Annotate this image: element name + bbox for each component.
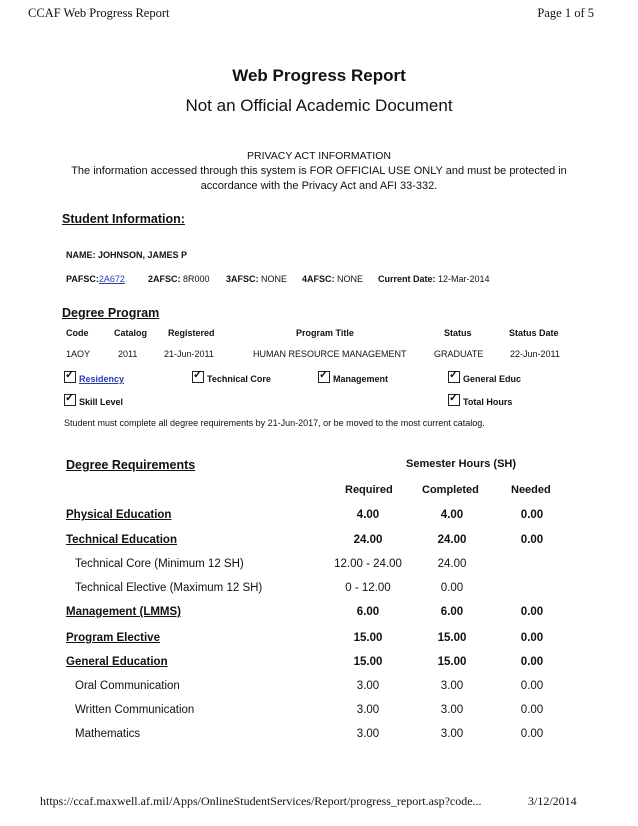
col-needed-header: Needed	[511, 484, 551, 496]
pafsc-field	[66, 274, 125, 284]
requirement-name: Written Communication	[75, 704, 195, 716]
requirement-required: 12.00 - 24.00	[334, 558, 402, 570]
requirement-completed: 0.00	[440, 582, 464, 594]
requirement-required: 0 - 12.00	[345, 582, 391, 594]
residency-link[interactable]: Residency	[79, 374, 125, 384]
col-status-date-header: Status Date	[509, 328, 559, 338]
requirement-required: 24.00	[353, 534, 383, 546]
afsc2-field	[148, 274, 210, 284]
requirement-completed: 24.00	[437, 534, 467, 546]
check-skill-level	[64, 394, 123, 407]
completion-note: Student must complete all degree requirements by 21-Jun-2017, or be moved to the most current catalog.	[64, 418, 485, 428]
checkbox-checked-icon	[64, 371, 76, 383]
requirement-required: 15.00	[353, 656, 383, 668]
afsc4-label: 4AFSC:	[302, 274, 335, 284]
checkbox-checked-icon	[448, 371, 460, 383]
col-completed-header: Completed	[422, 484, 479, 496]
page-number: Page 1 of 5	[537, 6, 594, 20]
total-hours-label: Total Hours	[463, 397, 513, 407]
footer-date: 3/12/2014	[528, 794, 577, 808]
requirement-completed: 3.00	[440, 728, 464, 740]
requirement-required: 15.00	[353, 632, 383, 644]
check-management	[318, 371, 388, 384]
degree-program-heading: Degree Program	[62, 306, 160, 320]
requirement-name[interactable]: Program Elective	[66, 632, 160, 644]
requirement-needed: 0.00	[520, 680, 544, 692]
program-catalog: 2011	[118, 349, 138, 359]
current-date-field	[378, 274, 490, 284]
col-catalog-header: Catalog	[114, 328, 148, 338]
requirement-completed: 15.00	[437, 632, 467, 644]
col-status-header: Status	[444, 328, 472, 338]
requirement-needed: 0.00	[520, 656, 544, 668]
afsc2-value: 8R000	[183, 274, 210, 284]
afsc4-field	[302, 274, 363, 284]
requirement-completed: 24.00	[437, 558, 467, 570]
name-label: NAME:	[66, 250, 96, 260]
program-title: HUMAN RESOURCE MANAGEMENT	[253, 349, 407, 359]
col-program-title-header: Program Title	[296, 328, 354, 338]
requirement-completed: 6.00	[440, 606, 464, 618]
requirement-needed: 0.00	[520, 606, 544, 618]
requirement-completed: 3.00	[440, 680, 464, 692]
requirement-completed: 4.00	[440, 509, 464, 521]
check-residency	[64, 371, 124, 384]
requirement-needed: 0.00	[520, 509, 544, 521]
student-name-row	[66, 250, 187, 260]
program-status: GRADUATE	[434, 349, 484, 359]
current-date-value: 12-Mar-2014	[438, 274, 490, 284]
requirement-needed: 0.00	[520, 704, 544, 716]
requirement-name[interactable]: Management (LMMS)	[66, 606, 181, 618]
requirement-required: 6.00	[356, 606, 380, 618]
checkbox-checked-icon	[64, 394, 76, 406]
semester-hours-header: Semester Hours (SH)	[406, 458, 517, 470]
requirement-required: 3.00	[356, 704, 380, 716]
page-title: Web Progress Report	[232, 66, 406, 85]
requirement-name: Mathematics	[75, 728, 141, 740]
print-header-title: CCAF Web Progress Report	[28, 6, 170, 20]
requirement-name[interactable]: Technical Education	[66, 534, 177, 546]
col-code-header: Code	[66, 328, 89, 338]
checkbox-checked-icon	[318, 371, 330, 383]
general-educ-label: General Educ	[463, 374, 522, 384]
current-date-label: Current Date:	[378, 274, 436, 284]
afsc2-label: 2AFSC:	[148, 274, 181, 284]
degree-requirements-heading: Degree Requirements	[66, 458, 196, 472]
student-name: JOHNSON, JAMES P	[98, 250, 188, 260]
check-technical-core	[192, 371, 271, 384]
management-label: Management	[333, 374, 389, 384]
requirement-needed: 0.00	[520, 728, 544, 740]
student-info-heading: Student Information:	[62, 212, 185, 226]
requirement-completed: 3.00	[440, 704, 464, 716]
col-registered-header: Registered	[168, 328, 215, 338]
program-status-date: 22-Jun-2011	[510, 349, 560, 359]
requirement-needed: 0.00	[520, 632, 544, 644]
requirement-name: Technical Core (Minimum 12 SH)	[75, 558, 244, 570]
skill-level-label: Skill Level	[79, 397, 124, 407]
checkbox-checked-icon	[192, 371, 204, 383]
privacy-heading: PRIVACY ACT INFORMATION	[247, 150, 391, 162]
requirement-required: 3.00	[356, 728, 380, 740]
check-total-hours	[448, 394, 512, 407]
privacy-line-1: The information accessed through this system is FOR OFFICIAL USE ONLY and must be protected in	[71, 165, 567, 177]
privacy-line-2: accordance with the Privacy Act and AFI 33-332.	[200, 180, 438, 192]
requirement-needed: 0.00	[520, 534, 544, 546]
pafsc-link[interactable]: 2A672	[98, 274, 125, 284]
requirement-name: Oral Communication	[75, 680, 180, 692]
afsc3-field	[226, 274, 287, 284]
requirement-name[interactable]: Physical Education	[66, 509, 172, 521]
technical-core-label: Technical Core	[207, 374, 271, 384]
requirement-required: 3.00	[356, 680, 380, 692]
checkbox-checked-icon	[448, 394, 460, 406]
requirement-name: Technical Elective (Maximum 12 SH)	[75, 582, 263, 594]
page-subtitle: Not an Official Academic Document	[185, 96, 453, 115]
afsc3-value: NONE	[261, 274, 288, 284]
col-required-header: Required	[345, 484, 393, 496]
program-registered: 21-Jun-2011	[164, 349, 214, 359]
afsc4-value: NONE	[337, 274, 364, 284]
requirement-name[interactable]: General Education	[66, 656, 168, 668]
requirement-completed: 15.00	[437, 656, 467, 668]
check-general-educ	[448, 371, 521, 384]
afsc3-label: 3AFSC:	[226, 274, 259, 284]
pafsc-label: PAFSC:	[66, 274, 99, 284]
footer-url: https://ccaf.maxwell.af.mil/Apps/OnlineStudentServices/Report/progress_report.asp?code...	[40, 794, 482, 808]
requirement-required: 4.00	[356, 509, 380, 521]
program-code: 1AOY	[66, 349, 91, 359]
